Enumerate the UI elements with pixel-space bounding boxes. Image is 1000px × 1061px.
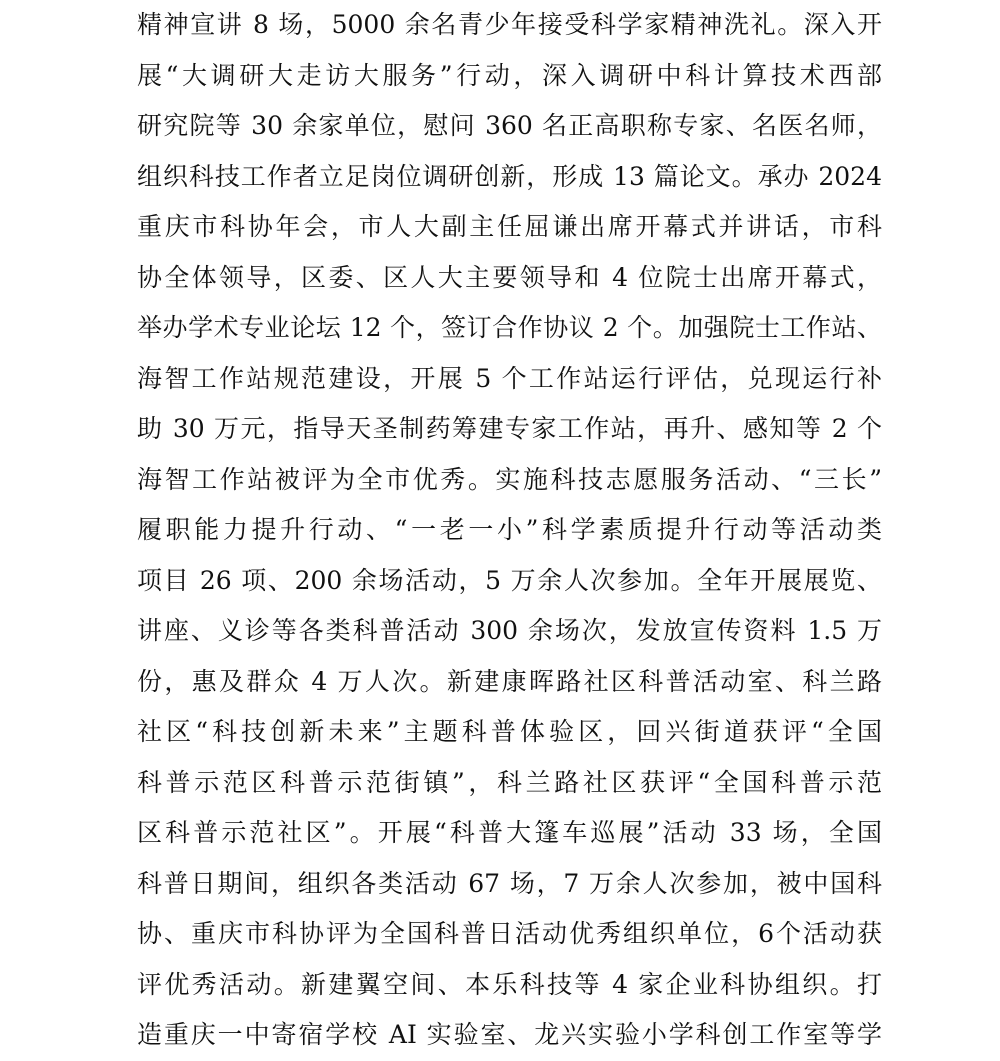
- text-line: 海智工作站被评为全市优秀。实施科技志愿服务活动、“三长”: [137, 464, 882, 494]
- text-line: 研究院等 30 余家单位，慰问 360 名正高职称专家、名医名师，: [137, 111, 882, 140]
- text-line: 社区“科技创新未来”主题科普体验区，回兴街道获评“全国: [137, 717, 882, 746]
- text-line: 评优秀活动。新建翼空间、本乐科技等 4 家企业科协组织。打: [137, 969, 882, 999]
- text-line: 展“大调研大走访大服务”行动，深入调研中科计算技术西部: [137, 60, 882, 90]
- text-line: 科普日期间，组织各类活动 67 场，7 万余人次参加，被中国科: [137, 868, 882, 898]
- text-line: 举办学术专业论坛 12 个，签订合作协议 2 个。加强院士工作站、: [137, 313, 882, 342]
- text-line: 组织科技工作者立足岗位调研创新，形成 13 篇论文。承办 2024: [137, 161, 882, 191]
- text-line: 助 30 万元，指导天圣制药筹建专家工作站，再升、感知等 2 个: [137, 414, 882, 443]
- text-line: 海智工作站规范建设，开展 5 个工作站运行评估，兑现运行补: [137, 363, 882, 393]
- text-line: 项目 26 项、200 余场活动，5 万余人次参加。全年开展展览、: [137, 565, 882, 595]
- body-text: [137, 0, 882, 1061]
- text-line: 造重庆一中寄宿学校 AI 实验室、龙兴实验小学科创工作室等学: [137, 1020, 882, 1049]
- text-line: 份，惠及群众 4 万人次。新建康晖路社区科普活动室、科兰路: [137, 666, 882, 696]
- text-line: 履职能力提升行动、“一老一小”科学素质提升行动等活动类: [137, 515, 882, 544]
- text-line: 协、重庆市科协评为全国科普日活动优秀组织单位，6个活动获: [137, 919, 882, 948]
- text-line: 科普示范区科普示范街镇”，科兰路社区获评“全国科普示范: [137, 767, 882, 797]
- text-line: 讲座、义诊等各类科普活动 300 余场次，发放宣传资料 1.5 万: [137, 616, 882, 645]
- text-line: 重庆市科协年会，市人大副主任屈谦出席开幕式并讲话，市科: [137, 212, 882, 241]
- text-line: 区科普示范社区”。开展“科普大篷车巡展”活动 33 场，全国: [137, 818, 882, 847]
- text-line: 精神宣讲 8 场，5000 余名青少年接受科学家精神洗礼。深入开: [137, 10, 882, 39]
- text-line: 协全体领导，区委、区人大主要领导和 4 位院士出席开幕式，: [137, 262, 882, 292]
